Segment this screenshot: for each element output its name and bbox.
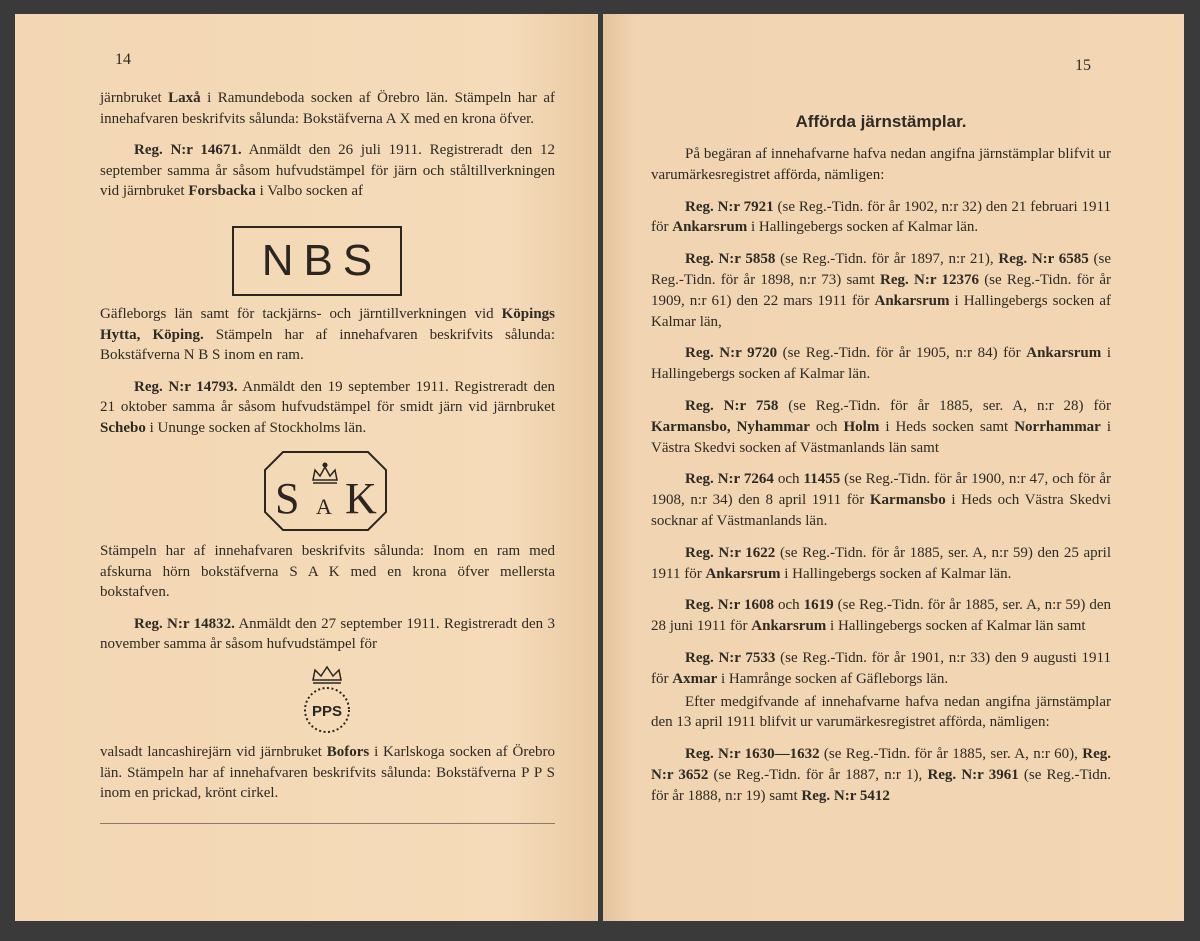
- page-number: 15: [1075, 57, 1091, 74]
- entry-reg-758: Reg. N:r 758 (se Reg.-Tidn. för år 1885, ser. A, n:r 28) för Karmansbo, Nyhammar och Holm i Heds socken samt Norrhammar i Västra Skedvi socken af Västmanlands län samt: [651, 397, 1111, 456]
- crown-icon: [313, 667, 341, 683]
- paragraph: Stämpeln har af innehafvaren beskrifvits sålunda: Inom en ram med afskurna hörn bokstäfverna S A K med en krona öfver mellersta bokstafven.: [100, 543, 555, 600]
- stamp-pps: [297, 662, 357, 742]
- section-heading: Afförda järnstämplar.: [795, 112, 967, 131]
- stamp-nbs-letters: NBS: [261, 236, 383, 285]
- stamp-sak-right-letter: K: [345, 474, 377, 523]
- text-block-4: [100, 742, 555, 815]
- entry-reg-1622: Reg. N:r 1622 (se Reg.-Tidn. för år 1885, ser. A, n:r 59) den 25 april 1911 för Ankarsrum i Hallingebergs socken af Kalmar län.: [651, 544, 1111, 582]
- stamp-sak-middle-letter: A: [316, 494, 332, 519]
- paragraph-consent: Efter medgifvande af innehafvarne hafva nedan angifna järnstämplar den 13 april 1911 blifvit ur varumärkesregistret afförda, nämligen:: [651, 693, 1111, 731]
- entry-reg-5858: Reg. N:r 5858 (se Reg.-Tidn. för år 1897, n:r 21), Reg. N:r 6585 (se Reg.-Tidn. för år 1898, n:r 73) samt Reg. N:r 12376 (se Reg.-Tidn. för år 1909, n:r 61) den 22 mars 1911 för Ankarsrum i Hallingebergs socken af Kalmar län,: [651, 251, 1111, 330]
- paragraph-reg-14832: Reg. N:r 14832. Anmäldt den 27 september 1911. Registreradt den 3 november samma år såsom hufvudstämpel för: [100, 615, 555, 652]
- left-page: [15, 14, 598, 921]
- entry-reg-7264: Reg. N:r 7264 och 11455 (se Reg.-Tidn. för år 1900, n:r 47, och för år 1908, n:r 34) den 8 april 1911 för Karmansbo i Heds och Västra Skedvi socknar af Västmanlands län.: [651, 471, 1111, 529]
- intro-paragraph: På begäran af innehafvarne hafva nedan angifna järnstämplar blifvit ur varumärkesregistret afförda, nämligen:: [651, 146, 1111, 183]
- entry-reg-1630: Reg. N:r 1630—1632 (se Reg.-Tidn. för år 1885, ser. A, n:r 60), Reg. N:r 3652 (se Reg.-Tidn. för år 1887, n:r 1), Reg. N:r 3961 (se Reg.-Tidn. för år 1888, n:r 19) samt Reg. N:r 5412: [651, 746, 1111, 804]
- stamp-sak: [263, 450, 388, 532]
- crown-icon: [313, 463, 337, 483]
- entry-reg-7921: Reg. N:r 7921 (se Reg.-Tidn. för år 1902, n:r 32) den 21 februari 1911 för Ankarsrum i Hallingebergs socken af Kalmar län.: [651, 198, 1111, 236]
- divider-line: [100, 823, 555, 824]
- page-number: 14: [115, 51, 131, 68]
- paragraph-reg-14793: Reg. N:r 14793. Anmäldt den 19 september 1911. Registreradt den 21 oktober samma år såsom hufvudstämpel för smidt järn vid järnbruket Schebo i Ununge socken af Stockholms län.: [100, 378, 555, 436]
- text-block-2: [100, 304, 555, 449]
- paragraph: Gäfleborgs län samt för tackjärns- och järntillverkningen vid Köpings Hytta, Köping. Stämpeln har af innehafvaren beskrifvits sålunda: Bokstäfverna N B S inom en ram.: [100, 306, 555, 363]
- stamp-pps-letters: PPS: [311, 703, 343, 720]
- text-block-3: [100, 541, 555, 666]
- paragraph: järnbruket Laxå i Ramundeboda socken af Örebro län. Stämpeln har af innehafvaren beskrifvits sålunda: Bokstäfverna A X med en krona öfver.: [100, 90, 556, 127]
- stamp-nbs-frame: [232, 226, 402, 296]
- paragraph-reg-14671: Reg. N:r 14671. Anmäldt den 26 juli 1911. Registreradt den 12 september samma år såsom hufvudstämpel för järn och ståltillverkningen vid järnbruket Forsbacka i Valbo socken af: [100, 142, 555, 199]
- stamp-sak-left-letter: S: [275, 474, 300, 523]
- text-block-right: [651, 144, 1111, 818]
- entry-reg-7533: Reg. N:r 7533 (se Reg.-Tidn. för år 1901, n:r 33) den 9 augusti 1911 för Axmar i Hamrånge socken af Gäfleborgs län.: [651, 649, 1111, 687]
- entry-reg-9720: Reg. N:r 9720 (se Reg.-Tidn. för år 1905, n:r 84) för Ankarsrum i Hallingebergs socken af Kalmar län.: [651, 345, 1111, 383]
- text-block-1: [100, 88, 555, 213]
- right-page: [603, 14, 1184, 921]
- paragraph: valsadt lancashirejärn vid järnbruket Bofors i Karlskoga socken af Örebro län. Stämpeln har af innehafvaren beskrifvits sålunda: Bokstäfverna P P S inom en prickad, krönt cirkel.: [100, 744, 555, 801]
- entry-reg-1608: Reg. N:r 1608 och 1619 (se Reg.-Tidn. för år 1885, ser. A, n:r 59) den 28 juni 1911 för Ankarsrum i Hallingebergs socken af Kalmar län samt: [651, 597, 1111, 635]
